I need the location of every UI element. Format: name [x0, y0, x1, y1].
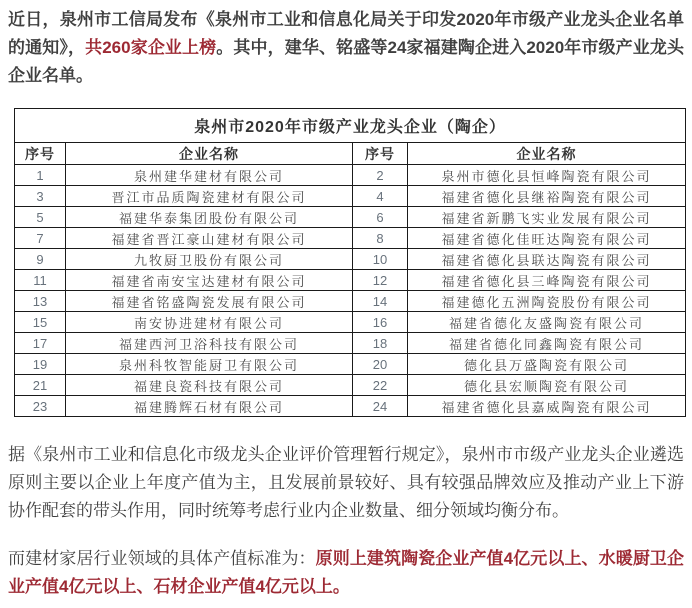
company-name-cell: 福建良瓷科技有限公司	[66, 375, 353, 396]
row-number-cell: 10	[353, 249, 408, 270]
company-name-cell: 福建省德化县继裕陶瓷有限公司	[408, 186, 686, 207]
company-name-cell: 福建省新鹏飞实业发展有限公司	[408, 207, 686, 228]
row-number-cell: 13	[15, 291, 66, 312]
table-title-row	[15, 109, 686, 143]
company-name-cell: 福建腾辉石材有限公司	[66, 396, 353, 417]
table-title: 泉州市2020年市级产业龙头企业（陶企）	[15, 109, 686, 143]
company-name-cell: 福建省铭盛陶瓷发展有限公司	[66, 291, 353, 312]
company-name-cell: 泉州市德化县恒峰陶瓷有限公司	[408, 165, 686, 186]
row-number-cell: 11	[15, 270, 66, 291]
row-number-cell: 8	[353, 228, 408, 249]
company-name-cell: 福建省德化佳旺达陶瓷有限公司	[408, 228, 686, 249]
row-number-cell: 1	[15, 165, 66, 186]
table-row	[15, 270, 686, 291]
company-name-cell: 福建省南安宝达建材有限公司	[66, 270, 353, 291]
company-name-cell: 泉州科牧智能厨卫有限公司	[66, 354, 353, 375]
company-name-cell: 福建华泰集团股份有限公司	[66, 207, 353, 228]
table-row	[15, 249, 686, 270]
company-name-cell: 福建省德化友盛陶瓷有限公司	[408, 312, 686, 333]
table-row	[15, 396, 686, 417]
row-number-cell: 3	[15, 186, 66, 207]
company-name-cell: 福建西河卫浴科技有限公司	[66, 333, 353, 354]
company-name-cell: 福建省德化县联达陶瓷有限公司	[408, 249, 686, 270]
standards-text-lead: 而建材家居行业领域的具体产值标准为：	[8, 549, 316, 568]
table-row	[15, 186, 686, 207]
row-number-cell: 9	[15, 249, 66, 270]
intro-highlight-red: 共260家企业上榜	[85, 38, 217, 57]
row-number-cell: 14	[353, 291, 408, 312]
company-name-cell: 德化县万盛陶瓷有限公司	[408, 354, 686, 375]
company-name-cell: 福建省德化县三峰陶瓷有限公司	[408, 270, 686, 291]
company-name-cell: 泉州建华建材有限公司	[66, 165, 353, 186]
row-number-cell: 19	[15, 354, 66, 375]
row-number-cell: 23	[15, 396, 66, 417]
table-row	[15, 312, 686, 333]
row-number-cell: 21	[15, 375, 66, 396]
company-name-cell: 福建省晋江豪山建材有限公司	[66, 228, 353, 249]
enterprise-table	[14, 108, 686, 417]
table-row	[15, 333, 686, 354]
row-number-cell: 4	[353, 186, 408, 207]
table-row	[15, 291, 686, 312]
row-number-cell: 18	[353, 333, 408, 354]
row-number-cell: 5	[15, 207, 66, 228]
selection-criteria-paragraph: 据《泉州市工业和信息化市级龙头企业评价管理暂行规定》，泉州市市级产业龙头企业遴选原则主要以企业上年度产值为主，且发展前景较好、具有较强品牌效应及推动产业上下游协作配套的带头作用，同时统筹考虑行业内企业数量、细分领域均衡分布。	[8, 445, 684, 520]
row-number-cell: 24	[353, 396, 408, 417]
table-row	[15, 207, 686, 228]
company-name-cell: 晋江市品质陶瓷建材有限公司	[66, 186, 353, 207]
row-number-cell: 6	[353, 207, 408, 228]
company-name-cell: 德化县宏顺陶瓷有限公司	[408, 375, 686, 396]
row-number-cell: 16	[353, 312, 408, 333]
intro-text-lead: 近日，泉州市工信局发布《泉州市工业和信息化局关于印发2020年市级产业龙头企业名单的通知》，	[8, 10, 684, 57]
table-body	[15, 165, 686, 417]
table-row	[15, 354, 686, 375]
company-name-cell: 南安协进建材有限公司	[66, 312, 353, 333]
standards-highlight-red: 原则上建筑陶瓷企业产值4亿元以上、水暖厨卫企业产值4亿元以上、石材企业产值4亿元以上。	[8, 549, 684, 596]
table-header-cell: 序号	[353, 143, 408, 165]
company-name-cell: 九牧厨卫股份有限公司	[66, 249, 353, 270]
row-number-cell: 15	[15, 312, 66, 333]
table-row	[15, 375, 686, 396]
table-row	[15, 228, 686, 249]
table-row	[15, 165, 686, 186]
company-name-cell: 福建省德化县嘉威陶瓷有限公司	[408, 396, 686, 417]
row-number-cell: 17	[15, 333, 66, 354]
row-number-cell: 12	[353, 270, 408, 291]
company-name-cell: 福建德化五洲陶瓷股份有限公司	[408, 291, 686, 312]
company-name-cell: 福建省德化同鑫陶瓷有限公司	[408, 333, 686, 354]
row-number-cell: 20	[353, 354, 408, 375]
output-standards-paragraph	[8, 545, 684, 601]
row-number-cell: 7	[15, 228, 66, 249]
row-number-cell: 2	[353, 165, 408, 186]
row-number-cell: 22	[353, 375, 408, 396]
intro-text-tail: 。其中，建华、铭盛等24家福建陶企进入2020年市级产业龙头企业名单。	[8, 38, 684, 85]
table-header-row	[15, 143, 686, 165]
table-header-cell: 企业名称	[408, 143, 686, 165]
table-header-cell: 企业名称	[66, 143, 353, 165]
table-header-cell: 序号	[15, 143, 66, 165]
intro-paragraph	[8, 6, 684, 90]
